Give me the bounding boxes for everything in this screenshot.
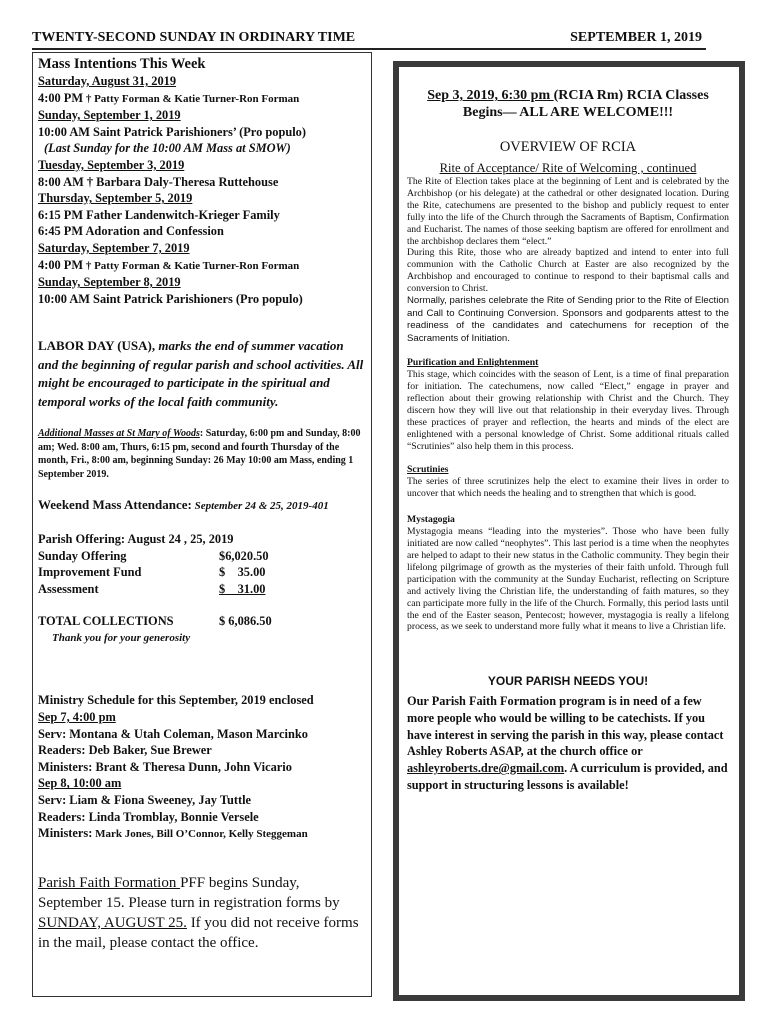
ministry-date-sep8: Sep 8, 10:00 am xyxy=(38,776,122,791)
labor-day-lead: LABOR DAY (USA), xyxy=(38,338,156,354)
mystagogia-text: Mystagogia means “leading into the mysteries”. Those who have been fully initiated are now called “neophytes”. This last period is a time when the neophytes are helped to adapt to their new status in the Catholic community. They begin their lifelong pilgrimage of growth as the mysteries of their faith unfold. Through full participation with the community at the Sunday Eucharist, reflecting on Scripture and actively living the Christian life, the understanding of faith matures, so they can participate more fully in the life of the Church. Formally, this period lasts until the end of the Easter season, Pentecost; however, mystagogia is really a lifelong process, as we seek to understand more fully what it means to live a Christian life. xyxy=(407,526,729,633)
offering-row xyxy=(38,581,366,598)
labor-day-text: marks the end of summer vacation and the beginning of regular parish and school activities. All might be encouraged to participate in the spiritual and temporal works of the local faith community. xyxy=(38,338,364,409)
total-value: $ 6,086.50 xyxy=(219,614,272,629)
contact-email-link[interactable]: ashleyroberts.dre@gmail.com xyxy=(407,761,565,776)
mass-line: 8:00 AM † Barbara Daly-Theresa Ruttehouse xyxy=(38,174,279,189)
rcia-banner-text: (RCIA Rm) RCIA Classes Begins— ALL ARE WELCOME!!! xyxy=(462,88,709,120)
attendance-value: September 24 & 25, 2019-401 xyxy=(191,500,329,513)
scrutinies-text: The series of three scrutinizes help the elect to examine their lives in order to uncover that which needs the healing and to strengthen that which is good. xyxy=(407,476,729,500)
parish-faith-formation xyxy=(38,873,366,953)
mass-line: 10:00 AM Saint Patrick Parishioners’ (Pro populo) xyxy=(38,124,306,139)
ministry-title: Ministry Schedule for this September, 2019 enclosed xyxy=(38,693,314,708)
right-column xyxy=(393,61,745,1001)
rcia-banner xyxy=(407,87,729,121)
mass-day-sat31: Saturday, August 31, 2019 xyxy=(38,74,177,88)
mass-day-sun8: Sunday, September 8, 2019 xyxy=(38,275,181,290)
offering-value: $ 31.00 xyxy=(219,581,266,596)
ministers-names: Mark Jones, Bill O’Connor, Kelly Steggeman xyxy=(92,828,308,841)
page-header xyxy=(32,30,706,50)
additional-masses-text: : Saturday, 6:00 pm and Sunday, 8:00 am; Wed. 8:00 am, Thurs, 6:15 pm, second and fourth Thursday of the month, Fri., 8:00 am, beginning Sunday: 26 May 10:00 am Mass, ending 1 September 2019. xyxy=(38,428,361,480)
needs-text: Our Parish Faith Formation program is in need of a few more people who would be willing to be catechists. If you have interest in serving the parish in this way, please contact Ashley Roberts ASAP, at the church office or xyxy=(407,694,724,759)
ministry-date-sep7: Sep 7, 4:00 pm xyxy=(38,710,116,725)
mass-time: 4:00 PM xyxy=(38,257,84,272)
additional-masses-label: Additional Masses at St Mary of Woods xyxy=(38,428,200,440)
ministers-label: Ministers: xyxy=(38,826,93,841)
mass-day-thu5: Thursday, September 5, 2019 xyxy=(38,191,193,206)
ministry-line xyxy=(38,825,366,843)
thanks-note: Thank you for your generosity xyxy=(52,631,191,644)
left-column xyxy=(32,52,372,997)
ministry-line: Readers: Deb Baker, Sue Brewer xyxy=(38,743,212,758)
labor-day-notice xyxy=(38,337,366,411)
total-label: TOTAL COLLECTIONS xyxy=(38,614,174,629)
total-collections xyxy=(38,613,366,630)
header-title: TWENTY-SECOND SUNDAY IN ORDINARY TIME xyxy=(32,30,356,45)
offering-row xyxy=(38,564,366,581)
rite-title: Rite of Acceptance/ Rite of Welcoming , continued xyxy=(439,161,697,175)
ministry-line: Serv: Liam & Fiona Sweeney, Jay Tuttle xyxy=(38,793,252,808)
mass-day-sat7: Saturday, September 7, 2019 xyxy=(38,240,190,255)
offering-value: $6,020.50 xyxy=(219,548,269,563)
purification-title: Purification and Enlightenment xyxy=(407,357,539,369)
offering-label: Assessment xyxy=(38,581,99,596)
mass-line: 6:45 PM Adoration and Confession xyxy=(38,224,224,239)
scrutinies-title: Scrutinies xyxy=(407,464,449,476)
offering-label: Improvement Fund xyxy=(38,565,142,580)
offering-row xyxy=(38,548,366,565)
mass-line: 10:00 AM Saint Patrick Parishioners (Pro populo) xyxy=(38,291,303,306)
offering-value: $ 35.00 xyxy=(219,565,266,580)
rite-paragraph: The Rite of Election takes place at the beginning of Lent and is celebrated by the Archbishop (or his delegate) at the cathedral or other designated location. During the Rite, catechumens are presented to the bishop and publicly request to enter fully into the life of the Church through the Sacraments of Baptism, Confirmation and Eucharist. The names of those seeking baptism are offered for enrollment and the archbishop declares them “elect.” xyxy=(407,176,729,247)
rite-paragraph: Normally, parishes celebrate the Rite of Sending prior to the Rite of Election and Call to Continuing Conversion. Sponsors and godparents attest to the readiness of the candidates and catechumens for reception of the Sacraments of Initiation. xyxy=(407,295,729,344)
mass-line xyxy=(38,257,366,275)
mass-note: (Last Sunday for the 10:00 AM Mass at SMOW) xyxy=(44,141,291,156)
mass-time: 4:00 PM xyxy=(38,90,84,105)
pff-label: Parish Faith Formation xyxy=(38,874,181,891)
pff-date: SUNDAY, AUGUST 25. xyxy=(38,914,187,931)
needs-text-end: . A curriculum is provided, and support in structuring lessons is available! xyxy=(407,761,728,792)
rcia-overview-title: OVERVIEW OF RCIA xyxy=(499,139,637,155)
offering-title: Parish Offering: August 24 , 25, 2019 xyxy=(38,531,234,546)
mass-intention: † Patty Forman & Katie Turner-Ron Forman xyxy=(83,259,300,272)
offering-label: Sunday Offering xyxy=(38,548,127,563)
mass-attendance xyxy=(38,497,366,515)
ministry-line: Ministers: Brant & Theresa Dunn, John Vicario xyxy=(38,759,292,774)
mass-day-tue3: Tuesday, September 3, 2019 xyxy=(38,157,185,172)
rcia-banner-date: Sep 3, 2019, 6:30 pm xyxy=(427,88,554,103)
pff-text: PFF begins Sunday, September 15. Please turn in registration forms by xyxy=(38,874,340,911)
mass-line xyxy=(38,90,366,108)
parish-needs-text xyxy=(407,693,729,793)
mass-day-sun1: Sunday, September 1, 2019 xyxy=(38,108,181,123)
mass-intention: † Patty Forman & Katie Turner-Ron Forman xyxy=(83,92,300,105)
ministry-line: Serv: Montana & Utah Coleman, Mason Marcinko xyxy=(38,726,308,741)
mass-intentions-title: Mass Intentions This Week xyxy=(38,56,206,72)
mass-line: 6:15 PM Father Landenwitch-Krieger Family xyxy=(38,207,280,222)
mystagogia-title: Mystagogia xyxy=(407,514,455,526)
parish-needs-title: YOUR PARISH NEEDS YOU! xyxy=(487,674,649,689)
additional-masses xyxy=(38,427,366,481)
header-date: SEPTEMBER 1, 2019 xyxy=(570,30,702,45)
rite-paragraph: During this Rite, those who are already baptized and intend to enter into full communion with the Catholic Church at Easter are also recognized by the Archbishop and encouraged to continue to respond to their baptismal calls and conversion to Christ. xyxy=(407,247,729,295)
purification-text: This stage, which coincides with the season of Lent, is a time of final preparation for initiation. The catechumens, now called “Elect,” engage in prayer and reflection about their growing relationship with Christ and the Church. They discern how they will live out that relationship in their everyday lives. Through these practices of prayer and reflection, the hearts and minds of the elect are enlightened with a personal knowledge of Christ. Some additional rituals called “Scrutinies” also help them in this process. xyxy=(407,369,729,452)
ministry-line: Readers: Linda Tromblay, Bonnie Versele xyxy=(38,809,259,824)
pff-text-end: If you did not receive forms in the mail, please contact the office. xyxy=(38,914,359,951)
attendance-label: Weekend Mass Attendance: xyxy=(38,497,192,513)
